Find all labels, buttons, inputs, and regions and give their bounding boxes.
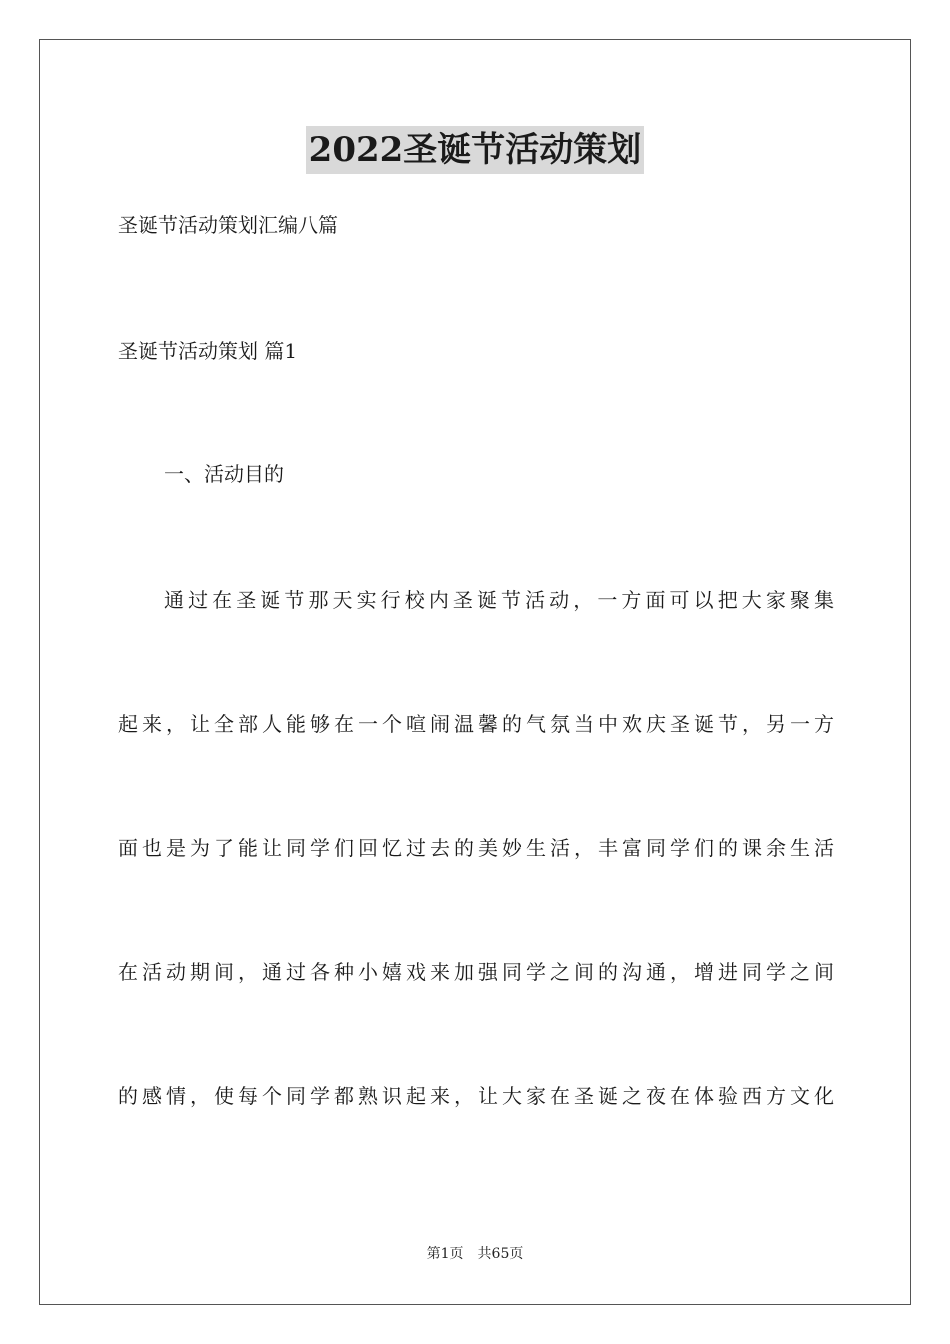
total-pages: 共65页 [477, 1246, 524, 1262]
item-heading: 一、活动目的 [164, 462, 284, 486]
paragraph-line-2: 起来，让全部人能够在一个喧闹温馨的气氛当中欢庆圣诞节，另一方 [118, 712, 834, 736]
document-subtitle: 圣诞节活动策划汇编八篇 [118, 213, 338, 237]
document-title [0, 126, 950, 174]
document-title-text: 2022圣诞节活动策划 [306, 126, 645, 174]
paragraph-line-4: 在活动期间，通过各种小嬉戏来加强同学之间的沟通，增进同学之间 [118, 960, 834, 984]
paragraph-line-1: 通过在圣诞节那天实行校内圣诞节活动，一方面可以把大家聚集 [164, 588, 834, 612]
section-heading: 圣诞节活动策划 篇1 [118, 339, 298, 363]
paragraph-line-5: 的感情，使每个同学都熟识起来，让大家在圣诞之夜在体验西方文化 [118, 1084, 834, 1108]
paragraph-line-3: 面也是为了能让同学们回忆过去的美妙生活，丰富同学们的课余生活 [118, 836, 834, 860]
page-number: 第1页 [426, 1246, 464, 1262]
page-footer [0, 1244, 950, 1264]
